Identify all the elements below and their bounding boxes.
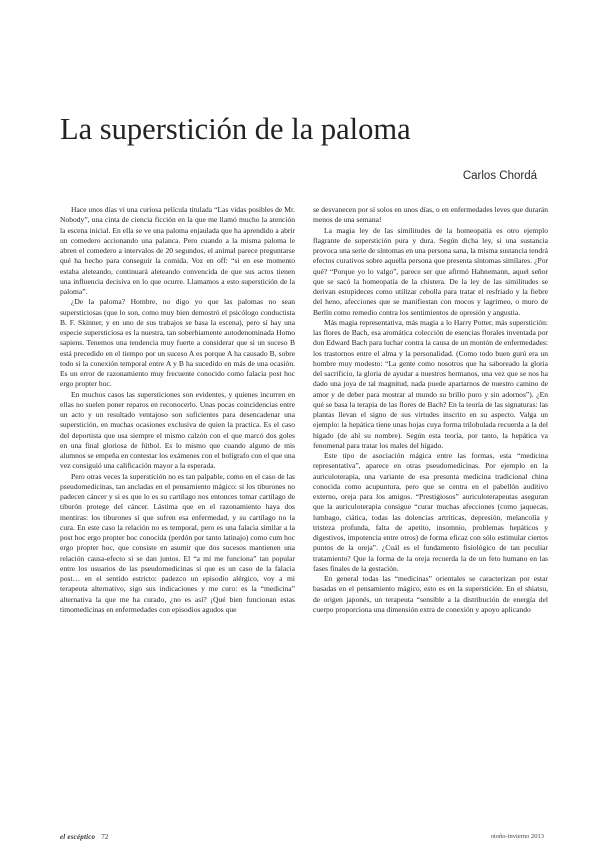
paragraph: En muchos casos las supersticiones son evidentes, y quienes incurren en ellas no suelen poner reparos en reconocerlo. Unas pocas coincidencias entre un acto y un resultado ventajoso son suficientes para desencadenar una superstición, en muchas ocasiones exclusiva de quien la practica. Es el caso del deportista que usa siempre el mismo calzón con el que marcó dos goles en una final gloriosa de fútbol. Es lo mismo que cuando alguno de mis alumnos se empeña en contestar los exámenes con el bolígrafo con el que una vez consiguió una calificación mayor a la esperada. [60,389,295,471]
paragraph: ¿De la paloma? Hombre, no digo yo que las palomas no sean supersticiosas (que lo son, como muy bien demostró el psicólogo conductista B. F. Skinner, y en uno de sus trabajos se basa la escena), pero sí hay una especie supersticiosa es la nuestra, tan soberbiamente autodenominada Homo sapiens. Tenemos una tendencia muy fuerte a considerar que si un suceso B está precedido en el tiempo por un suceso A es porque A ha causado B, sobre todo si la conexión temporal entre A y B ha sucedido en más de una ocasión. Es un error de razonamiento muy frecuente conocido como falacia post hoc ergo propter hoc. [60,297,295,389]
issue-date: otoño-invierno 2013 [490,833,544,840]
paragraph: La magia ley de las similitudes de la homeopatía es otro ejemplo flagrante de superstición pura y dura. Según dicha ley, si una sustancia provoca una serie de síntomas en una persona sana, la misma sustancia tendrá efectos curativos sobre aquella persona que presenta síntomas similares. ¿Por qué? “Porque yo lo valgo”, parece ser que afirmó Hahnemann, aquel señor que se sacó la homeopatía de la chistera. De la ley de las similitudes se derivan estupideces como utilizar cebolla para tratar el resfriado y la fiebre del heno, afecciones que se manifiestan con mocos y lagrimeo, o muro de Berlín como remedio contra los sentimientos de opresión y angustia. [313,225,548,317]
article-author: Carlos Chordá [462,170,537,182]
paragraph: Hace unos días vi una curiosa película titulada “Las vidas posibles de Mr. Nobody”, una cinta de ciencia ficción en la que me llamó mucho la atención la escena inicial. En ella se ve una paloma enjaulada que ha aprendido a abrir un comedero accionando una palanca. Pero cuando a la misma paloma le abren el comedero a intervalos de 20 segundos, el animal parece preguntarse qué ha hecho para conseguir la comida. Voz en off: “si en ese momento estaba aleteando, continuará aleteando convencida de que sus actos tienen una influencia decisiva en lo que ocurre. Llamamos a esto superstición de la paloma”. [60,205,295,296]
paragraph: Pero otras veces la superstición no es tan palpable, como en el caso de las pseudomedicinas, tan ancladas en el pensamiento mágico: si los tiburones no padecen cáncer y si es que lo es su cartílago nos entonces tomar cartílago de tiburón protege del cáncer. Lástima que en el razonamiento haya dos mentiras: los tiburones sí que sufren esa enfermedad, y su cartílago no la cura. En este caso la relación no es temporal, pero es una falacia similar a la post hoc ergo propter hoc conocida (perdón por tanto latinajo) como cum hoc ergo propter hoc, que consiste en asumir que dos sucesos mantienen una relación causa-efecto si se dan juntos. El “a mí me funciona” tan popular entre los usuarios de las pseudomedicinas sí que es un caso de la falacia post… en el sentido estricto: padezco un episodio alérgico, voy a mi terapeuta alternativo, sigo sus indicaciones y me curo: es la “medicina” alternativa la que me ha curado, ¿no es así? ¡Qué bien funcionan estas timomedicinas en enfermedades con episodios agudos que [60,471,295,614]
article-title: La superstición de la paloma [60,112,411,146]
page-number: 72 [101,833,109,841]
footer-left [60,833,108,841]
paragraph: Más magia representativa, más magia a lo Harry Potter, más superstición: las flores de Bach, esa aromática colección de esencias florales inventada por don Edward Bach para luchar contra la causa de un montón de enfermedades: los trastornos entre el alma y la personalidad. (Como todo buen gurú era un hombre muy modesto: “La gente como nosotros que ha saboreado la gloria del sacrificio, la gloria de ayudar a nuestros hermanos, una vez que se nos ha dado una joya de tal magnitud, nada puede apartarnos de nuestro camino de amor y de deber para mostrar al mundo su brillo puro y sin adornos”). ¿En qué se basa la terapia de las flores de Bach? En la teoría de las signaturas: las plantas llevan el signo de sus virtudes inscrito en su aspecto. Valga un ejemplo: la hepática tiene unas hojas cuya forma trilobulada recuerda a la del hígado (de ahí su nombre). Según esta teoría, por tanto, la hepática va fenomenal para tratar los males del hígado. [313,317,548,450]
right-column [313,205,548,822]
left-column [60,205,295,822]
paragraph: Este tipo de asociación mágica entre las formas, esta “medicina representativa”, aparece en otras pseudomedicinas. Por ejemplo en la auriculoterapia, una variante de esa presunta medicina tradicional china conocida como acupuntura, pero que se centra en el pabellón auditivo externo, oreja para los amigos. “Prestigiosos” auriculoterapeutas aseguran que la auriculoterapia consigue “curar muchas afecciones (como jaquecas, lumbago, ciática, todas las dolencias artríticas, depresión, melancolía y tristeza profunda, falta de apetito, insomnio, problemas hepáticos y digestivos, impotencia entre otros) de forma eficaz con sólo estimular ciertos puntos de la oreja”. ¿Cuál es el fundamento fisiológico de tan peculiar tratamiento? Que la forma de la oreja recuerda la de un feto humano en las fases finales de la gestación. [313,451,548,573]
magazine-name: el escéptico [60,833,96,841]
paragraph: En general todas las “medicinas” orientales se caracterizan por estar basadas en el pensamiento mágico, esto es en la superstición. En el shiatsu, de origen japonés, un terapeuta “sensible a la distribución de energía del cuerpo proporciona una dimensión extra de conexión y apoyo aplicando [313,574,548,614]
paragraph: se desvanecen por sí solos en unos días, o en enfermedades leves que durarán menos de una semana! [313,205,548,225]
